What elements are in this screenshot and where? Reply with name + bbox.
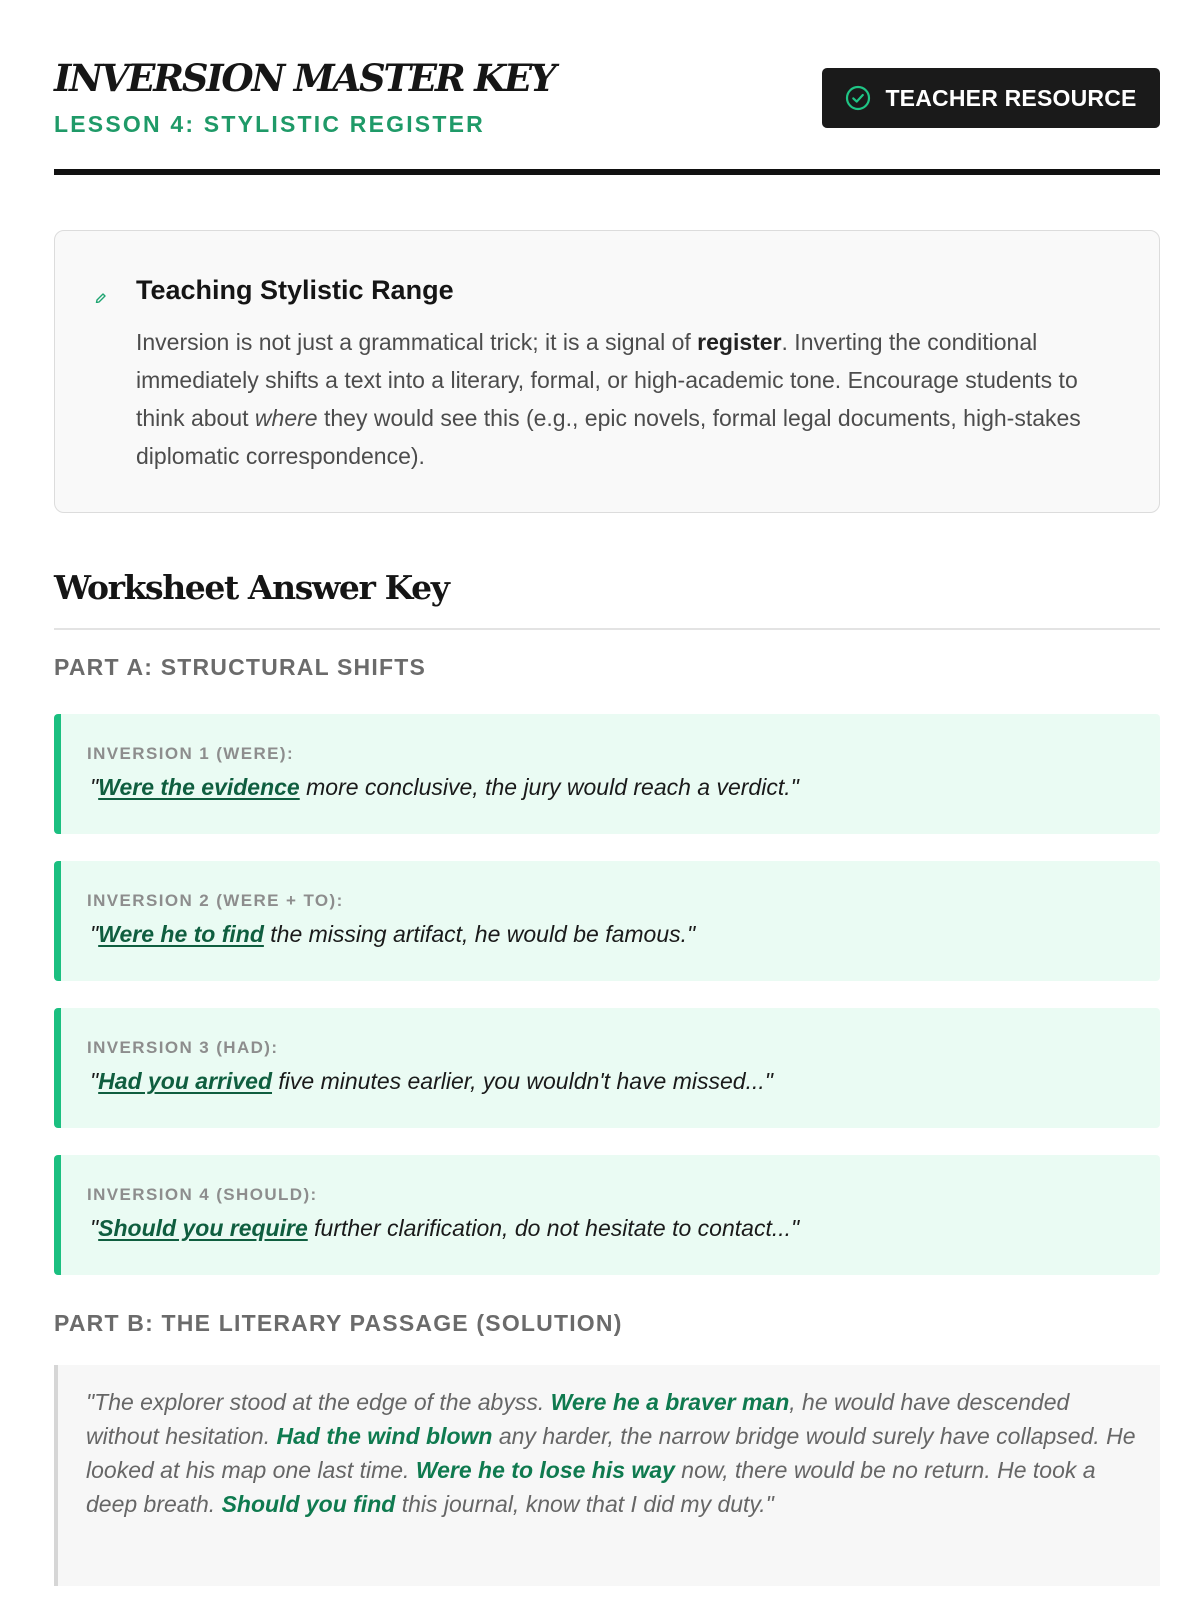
passage-segment: this journal, know that I did my duty." xyxy=(395,1491,774,1517)
note-body-text: Inversion is not just a grammatical trick; it is a signal of xyxy=(136,329,698,355)
literary-passage xyxy=(54,1365,1160,1586)
lesson-subtitle: LESSON 4: STYLISTIC REGISTER xyxy=(54,111,485,137)
inversion-card xyxy=(54,714,1160,834)
inversion-sentence xyxy=(90,1068,773,1095)
teaching-note xyxy=(54,230,1160,513)
inversion-sentence xyxy=(90,774,799,801)
quote-mark: " xyxy=(90,1215,99,1241)
sentence-rest: five minutes earlier, you wouldn't have missed..." xyxy=(272,1068,773,1094)
passage-segment: any harder, the narrow bridge would surely have collapsed. He looked at his map one last time. xyxy=(86,1423,1136,1483)
passage-highlight: Had the wind blown xyxy=(276,1423,493,1449)
part-b-heading: PART B: THE LITERARY PASSAGE (SOLUTION) xyxy=(54,1310,623,1336)
section-heading: Worksheet Answer Key xyxy=(54,568,1160,630)
passage-segment: , he would have descended without hesitation. xyxy=(86,1389,1070,1449)
inversion-label: INVERSION 2 (WERE + TO): xyxy=(87,891,344,910)
quote-mark: " xyxy=(90,921,99,947)
passage-text xyxy=(86,1385,1146,1521)
note-body-text: they would see this (e.g., epic novels, formal legal documents, high-stakes diplomatic correspondence). xyxy=(136,405,1081,469)
badge-label: TEACHER RESOURCE xyxy=(885,84,1137,111)
inversion-label: INVERSION 1 (WERE): xyxy=(87,744,295,763)
inversion-highlight: Were he to find xyxy=(98,921,264,947)
passage-segment: "The explorer stood at the edge of the abyss. xyxy=(86,1389,551,1415)
note-body-bold: register xyxy=(697,329,782,355)
sentence-rest: further clarification, do not hesitate to contact..." xyxy=(307,1215,800,1241)
inversion-label: INVERSION 3 (HAD): xyxy=(87,1038,279,1057)
passage-highlight: Were he to lose his way xyxy=(415,1457,675,1483)
quote-mark: " xyxy=(90,774,99,800)
sentence-rest: more conclusive, the jury would reach a verdict." xyxy=(299,774,799,800)
answer-key-page xyxy=(54,0,1160,1517)
note-title: Teaching Stylistic Range xyxy=(136,275,454,305)
check-circle-icon xyxy=(845,85,871,111)
inversion-highlight: Were the evidence xyxy=(98,774,300,800)
inversion-card xyxy=(54,861,1160,981)
passage-highlight: Should you find xyxy=(221,1491,396,1517)
quote-mark: " xyxy=(90,1068,99,1094)
inversion-sentence xyxy=(90,1215,799,1242)
page-header xyxy=(54,0,1160,175)
pencil-icon xyxy=(95,291,107,303)
teacher-resource-badge xyxy=(822,68,1160,128)
part-a-heading: PART A: STRUCTURAL SHIFTS xyxy=(54,654,427,680)
inversion-highlight: Should you require xyxy=(98,1215,308,1241)
inversion-label: INVERSION 4 (SHOULD): xyxy=(87,1185,318,1204)
inversion-sentence xyxy=(90,921,695,948)
note-body-italic: where xyxy=(254,405,318,431)
page-title: INVERSION MASTER KEY xyxy=(54,56,555,100)
inversion-highlight: Had you arrived xyxy=(98,1068,273,1094)
note-body-text: . Inverting the conditional immediately shifts a text into a literary, formal, or high-academic tone. Encourage students to think about xyxy=(136,329,1078,431)
passage-highlight: Were he a braver man xyxy=(550,1389,790,1415)
sentence-rest: the missing artifact, he would be famous." xyxy=(263,921,696,947)
note-body xyxy=(136,323,1121,475)
passage-segment: now, there would be no return. He took a deep breath. xyxy=(86,1457,1096,1517)
inversion-card xyxy=(54,1008,1160,1128)
inversion-card xyxy=(54,1155,1160,1275)
